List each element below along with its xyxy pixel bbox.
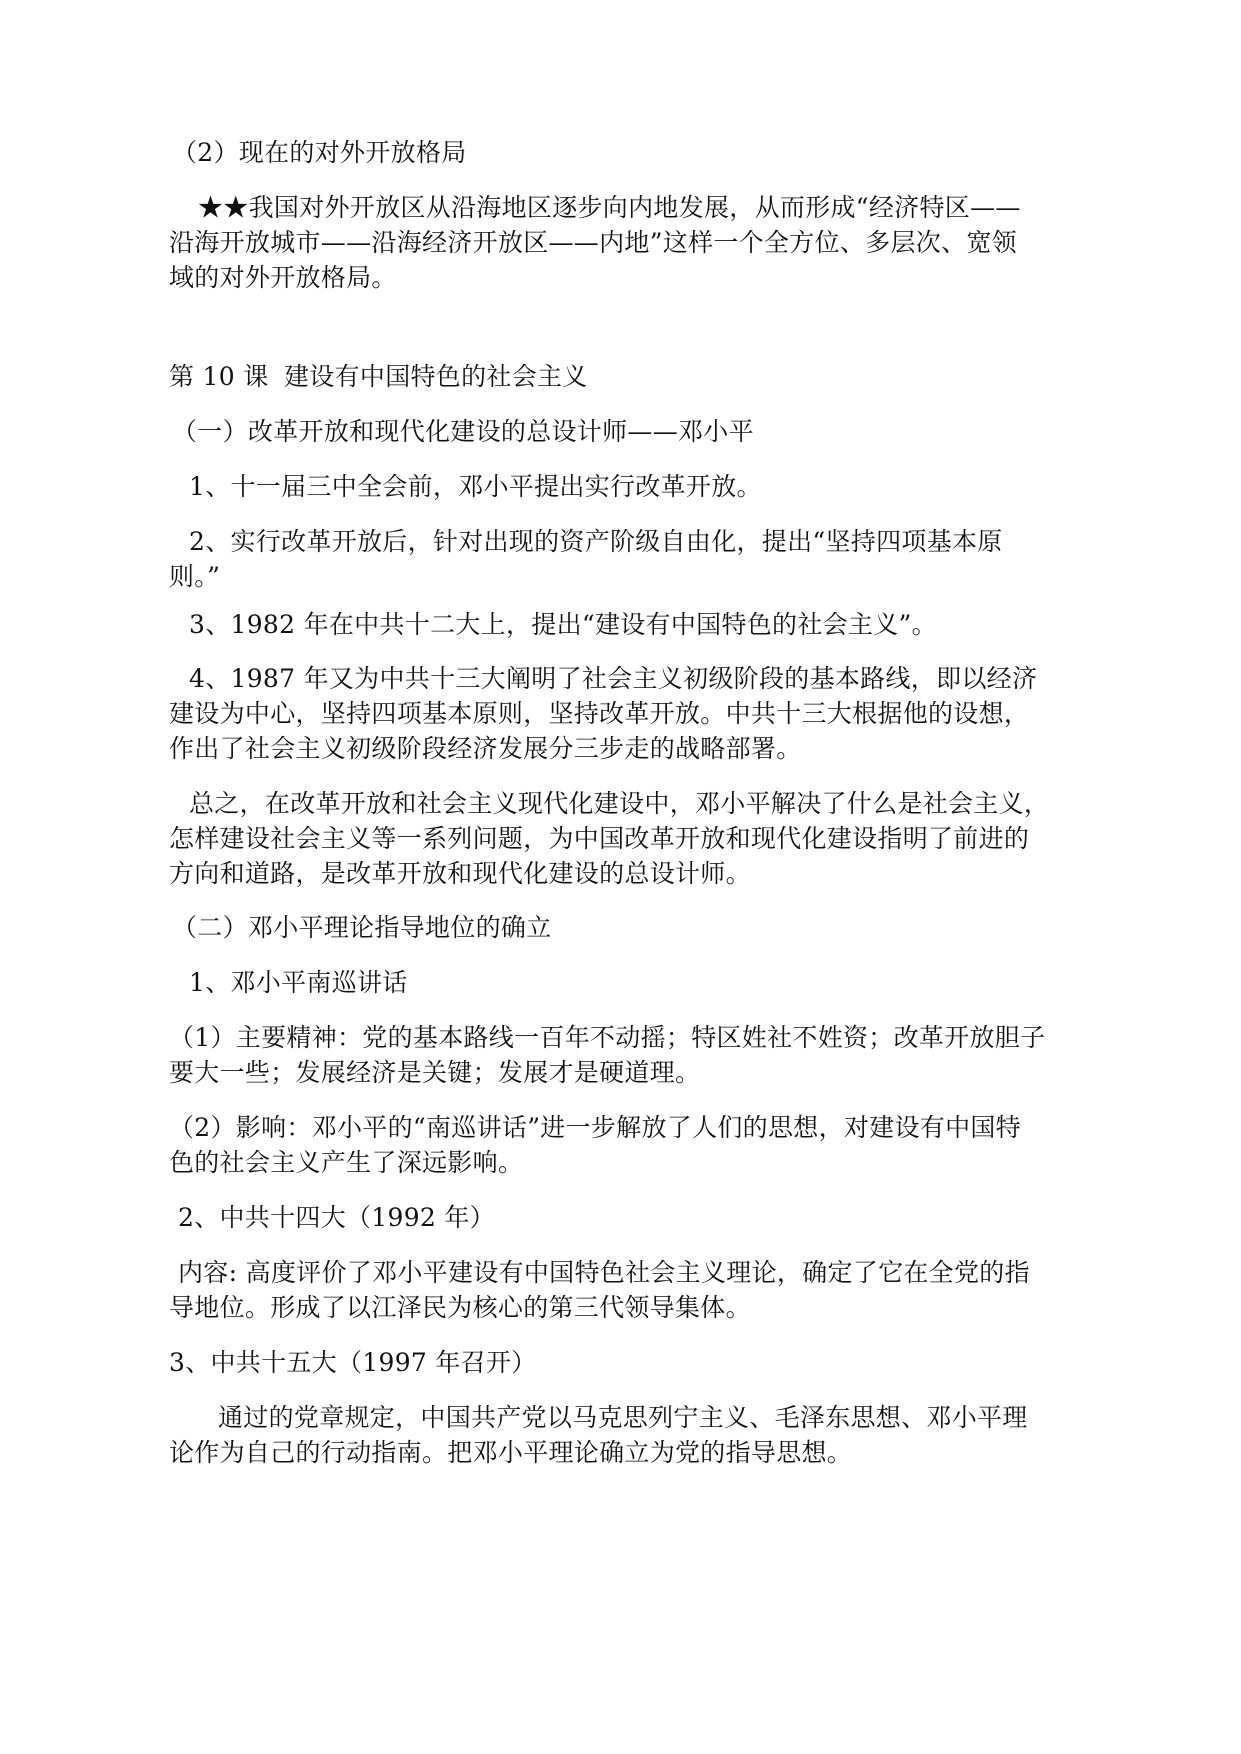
sub-heading: 2、中共十四大（1992 年）: [178, 1203, 495, 1232]
paragraph-line: 沿海开放城市——沿海经济开放区——内地”这样一个全方位、多层次、宽领: [169, 228, 1017, 257]
list-item: 1、十一届三中全会前，邓小平提出实行改革开放。: [189, 472, 762, 501]
paragraph-line: 导地位。形成了以江泽民为核心的第三代领导集体。: [169, 1293, 751, 1322]
paragraph-line: 色的社会主义产生了深远影响。: [169, 1148, 524, 1177]
sub-heading: 3、中共十五大（1997 年召开）: [169, 1348, 537, 1377]
sub-heading: 1、邓小平南巡讲话: [189, 968, 408, 997]
summary-paragraph: 怎样建设社会主义等一系列问题，为中国改革开放和现代化建设指明了前进的: [169, 824, 1030, 853]
paragraph-line: 域的对外开放格局。: [169, 263, 397, 292]
list-item: 建设为中心，坚持四项基本原则，坚持改革开放。中共十三大根据他的设想，: [169, 699, 1030, 728]
list-item: 2、实行改革开放后，针对出现的资产阶级自由化，提出“坚持四项基本原: [189, 527, 1003, 556]
list-item: 作出了社会主义初级阶段经济发展分三步走的战略部署。: [169, 734, 802, 763]
lesson-title-text: 建设有中国特色的社会主义: [284, 362, 588, 391]
list-item: 则。”: [169, 562, 221, 591]
paragraph-line: 论作为自己的行动指南。把邓小平理论确立为党的指导思想。: [169, 1438, 853, 1467]
paragraph-line: （1）主要精神：党的基本路线一百年不动摇；特区姓社不姓资；改革开放胆子: [169, 1023, 1046, 1052]
paragraph-line: （2）影响：邓小平的“南巡讲话”进一步解放了人们的思想，对建设有中国特: [169, 1113, 1021, 1142]
paragraph-line: 内容: 高度评价了邓小平建设有中国特色社会主义理论，确定了它在全党的指: [178, 1258, 1030, 1287]
list-item: 3、1982 年在中共十二大上，提出“建设有中国特色的社会主义”。: [189, 610, 937, 639]
section-heading: （2）现在的对外开放格局: [172, 138, 467, 167]
part-heading: （二）邓小平理论指导地位的确立: [172, 913, 552, 942]
summary-paragraph: 总之，在改革开放和社会主义现代化建设中，邓小平解决了什么是社会主义，: [189, 789, 1050, 818]
paragraph-line: 要大一些；发展经济是关键；发展才是硬道理。: [169, 1058, 701, 1087]
list-item: 4、1987 年又为中共十三大阐明了社会主义初级阶段的基本路线，即以经济: [189, 664, 1038, 693]
part-heading: （一）改革开放和现代化建设的总设计师——邓小平: [172, 417, 754, 446]
paragraph-line: 通过的党章规定，中国共产党以马克思列宁主义、毛泽东思想、邓小平理: [218, 1403, 1028, 1432]
lesson-title-number: 第 10 课: [169, 362, 269, 391]
summary-paragraph: 方向和道路，是改革开放和现代化建设的总设计师。: [169, 859, 751, 888]
paragraph-line: ★★我国对外开放区从沿海地区逐步向内地发展，从而形成“经济特区——: [198, 193, 1021, 222]
